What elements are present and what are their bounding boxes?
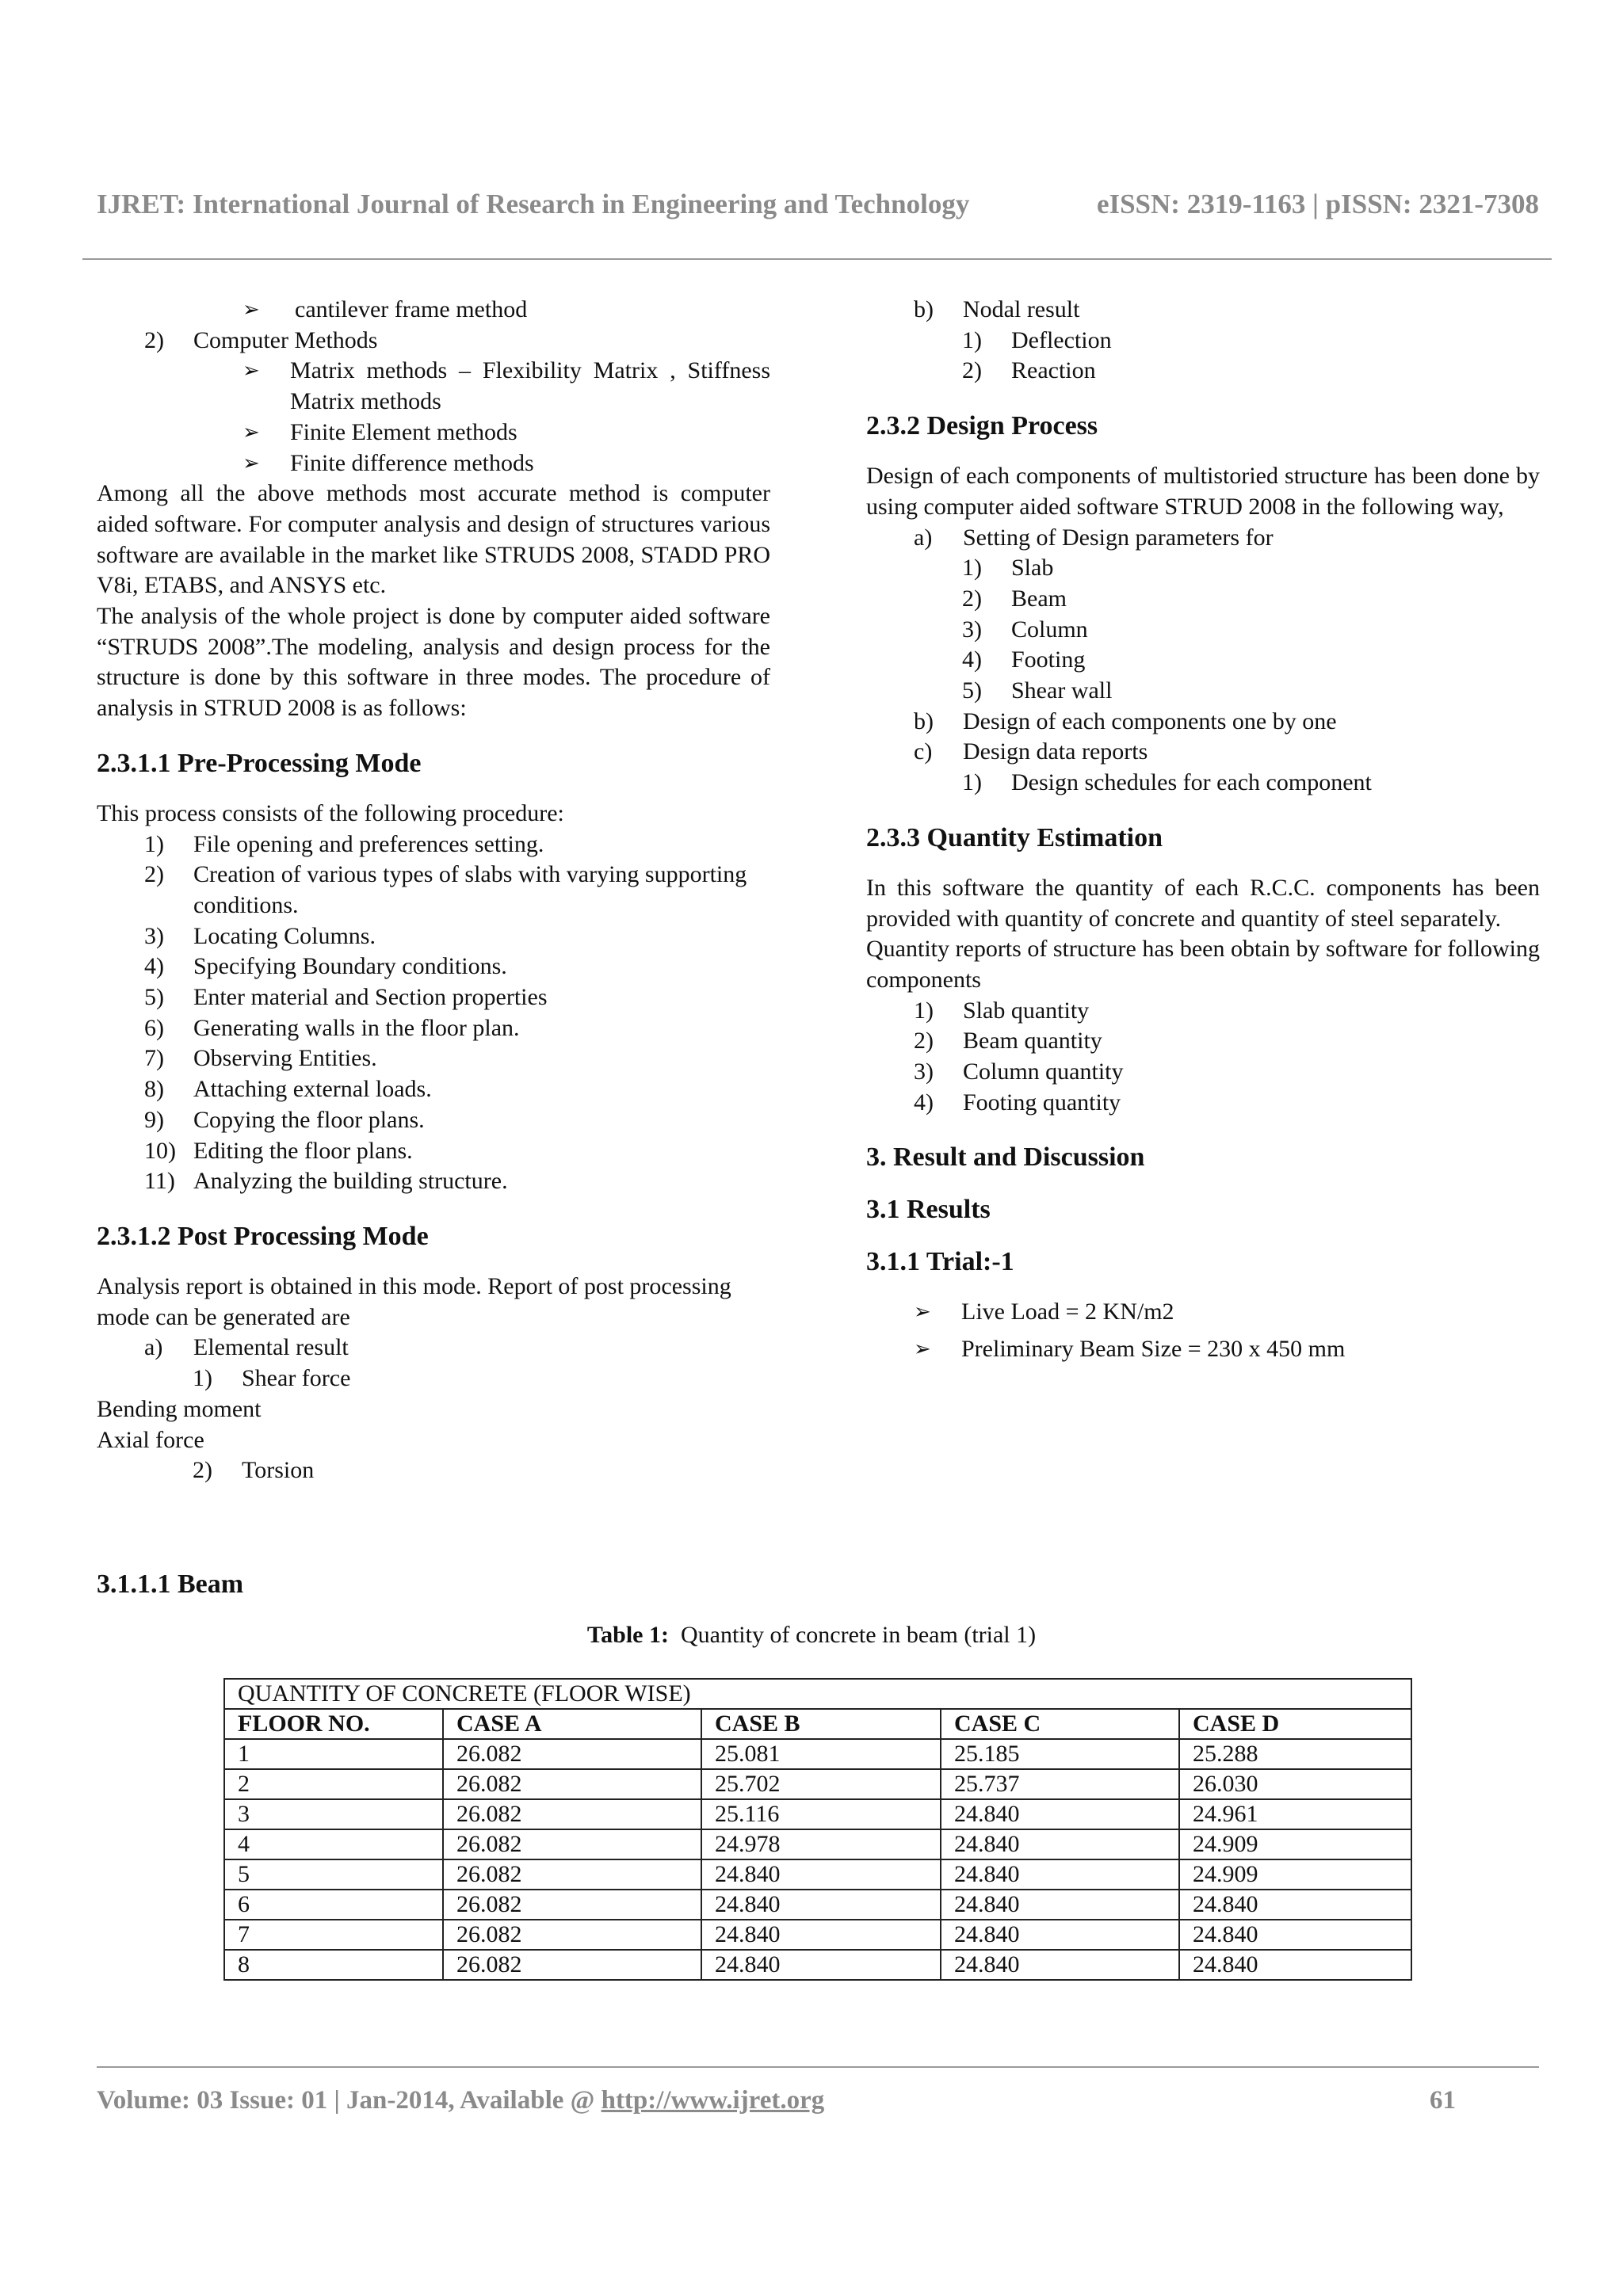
- section-heading: 2.3.1.2 Post Processing Mode: [97, 1221, 429, 1251]
- table-cell: 24.840: [1179, 1890, 1411, 1920]
- list-item: 1) Slab: [962, 555, 1054, 582]
- list-item: a) Elemental result: [144, 1334, 349, 1361]
- table-cell: 24.840: [941, 1799, 1179, 1829]
- table-cell: 26.082: [443, 1890, 701, 1920]
- table-cell: 25.737: [941, 1769, 1179, 1799]
- table-cell: 24.909: [1179, 1829, 1411, 1859]
- arrow-bullet-icon: ➢: [242, 420, 260, 444]
- table-header-cell: CASE D: [1179, 1709, 1411, 1739]
- bullet-item: ➢ Preliminary Beam Size = 230 x 450 mm: [914, 1334, 1540, 1365]
- table-cell: 1: [224, 1739, 443, 1769]
- paragraph: Quantity reports of structure has been obtain by software for following components: [866, 936, 1540, 993]
- bullet-item: ➢ Matrix methods – Flexibility Matrix , Stiffness Matrix methods: [242, 357, 770, 415]
- table-span-header-row: [224, 1679, 1411, 1709]
- table-cell: 24.840: [701, 1950, 941, 1980]
- table-cell: 24.840: [941, 1920, 1179, 1950]
- table-cell: 26.082: [443, 1859, 701, 1890]
- list-item: 3) Locating Columns.: [144, 922, 376, 949]
- table-caption: Table 1: Quantity of concrete in beam (trial 1): [586, 1622, 1037, 1648]
- arrow-bullet-icon: ➢: [242, 359, 260, 383]
- table-cell: 24.978: [701, 1829, 941, 1859]
- table-cell: 24.840: [1179, 1920, 1411, 1950]
- quantity-list: [866, 996, 1540, 1119]
- table-cell: 3: [224, 1799, 443, 1829]
- list-item: 2) Torsion: [193, 1457, 315, 1484]
- table-cell: 25.288: [1179, 1739, 1411, 1769]
- section-heading: 3. Result and Discussion: [866, 1142, 1145, 1173]
- paragraph: Analysis report is obtained in this mode. Report of post processing mode can be generated are: [97, 1272, 731, 1330]
- table-cell: 24.840: [701, 1859, 941, 1890]
- list-item: 1) Design schedules for each component: [962, 769, 1372, 796]
- section-heading: 3.1.1.1 Beam: [97, 1569, 244, 1599]
- list-item: 1) File opening and preferences setting.: [144, 830, 544, 857]
- table-cell: 24.840: [941, 1890, 1179, 1920]
- table-cell: 25.081: [701, 1739, 941, 1769]
- table-cell: 24.840: [941, 1950, 1179, 1980]
- table-cell: 26.082: [443, 1799, 701, 1829]
- table-row: [224, 1920, 1411, 1950]
- table-cell: 24.840: [1179, 1950, 1411, 1980]
- concrete-quantity-table: [223, 1678, 1412, 1981]
- section-heading: 3.1 Results: [866, 1195, 991, 1225]
- table-row: [224, 1799, 1411, 1829]
- list-item: 2) Creation of various types of slabs with varying supporting conditions.: [144, 861, 747, 918]
- journal-title: IJRET: International Journal of Research in Engineering and Technology: [97, 189, 970, 219]
- design-params-list: [866, 553, 1540, 707]
- table-cell: 24.961: [1179, 1799, 1411, 1829]
- table-row: [224, 1950, 1411, 1980]
- table-cell: 24.840: [941, 1859, 1179, 1890]
- bullet-item: ➢ Finite difference methods: [242, 448, 770, 479]
- list-item: c) Design data reports: [914, 738, 1148, 765]
- list-item: 10) Editing the floor plans.: [144, 1137, 413, 1164]
- table-header-row: [224, 1709, 1411, 1739]
- list-item: 4) Specifying Boundary conditions.: [144, 953, 507, 980]
- table-cell: 24.840: [701, 1920, 941, 1950]
- table-cell: 5: [224, 1859, 443, 1890]
- list-item: 8) Attaching external loads.: [144, 1076, 432, 1103]
- paragraph: This process consists of the following procedure:: [97, 799, 564, 826]
- page-footer: [97, 2086, 1456, 2115]
- nodal-list: [866, 326, 1540, 387]
- page-number: 61: [1430, 2086, 1456, 2115]
- paragraph: Among all the above methods most accurate method is computer aided software. For computer analysis and design of structures various software are available in the market like STRUDS 2008, STADD PRO V8i, ETABS, and ANSYS etc.: [97, 480, 770, 599]
- table-cell: 7: [224, 1920, 443, 1950]
- list-item: 3) Column quantity: [914, 1058, 1124, 1085]
- list-item: a) Setting of Design parameters for: [914, 524, 1274, 551]
- left-column: [97, 295, 770, 1486]
- table-row: [224, 1769, 1411, 1799]
- list-item: 3) Column: [962, 616, 1088, 643]
- bullet-item: ➢ Live Load = 2 KN/m2: [914, 1297, 1540, 1328]
- table-row: [224, 1890, 1411, 1920]
- table-cell: 25.185: [941, 1739, 1179, 1769]
- list-item: 2) Computer Methods: [144, 326, 378, 353]
- text-line: Bending moment: [97, 1395, 262, 1422]
- right-column: [866, 295, 1540, 1365]
- arrow-bullet-icon: ➢: [242, 451, 260, 475]
- list-item: 5) Shear wall: [962, 677, 1113, 704]
- table-row: [224, 1739, 1411, 1769]
- table-header-cell: CASE C: [941, 1709, 1179, 1739]
- section-heading: 2.3.1.1 Pre-Processing Mode: [97, 748, 422, 778]
- paragraph: The analysis of the whole project is done by computer aided software “STRUDS 2008”.The modeling, analysis and design process for the structure is done by this software in three modes. The procedure of analysis in STRUD 2008 is as follows:: [97, 603, 770, 722]
- list-item: 5) Enter material and Section properties: [144, 984, 548, 1011]
- table-cell: 25.116: [701, 1799, 941, 1829]
- paragraph: Design of each components of multistoried structure has been done by using computer aided software STRUD 2008 in the following way,: [866, 463, 1540, 520]
- journal-link[interactable]: http://www.ijret.org: [601, 2086, 825, 2115]
- list-item: 4) Footing: [962, 646, 1086, 673]
- table-header-cell: FLOOR NO.: [224, 1709, 443, 1739]
- table-header-cell: CASE A: [443, 1709, 701, 1739]
- arrow-bullet-icon: ➢: [914, 1337, 931, 1362]
- list-item: 1) Shear force: [193, 1365, 351, 1392]
- section-heading: 2.3.2 Design Process: [866, 411, 1098, 441]
- list-item: 6) Generating walls in the floor plan.: [144, 1014, 520, 1041]
- table-cell: 26.082: [443, 1829, 701, 1859]
- issn-info: eISSN: 2319-1163 | pISSN: 2321-7308: [1096, 189, 1539, 219]
- table-header-cell: CASE B: [701, 1709, 941, 1739]
- pre-processing-list: [97, 830, 770, 1197]
- table-span-header: QUANTITY OF CONCRETE (FLOOR WISE): [224, 1679, 1411, 1709]
- bullet-item: ➢ cantilever frame method: [242, 295, 770, 326]
- list-item: 1) Slab quantity: [914, 997, 1090, 1024]
- table-cell: 8: [224, 1950, 443, 1980]
- text-line: Axial force: [97, 1426, 204, 1453]
- list-item: 11) Analyzing the building structure.: [144, 1168, 508, 1195]
- list-item: b) Design of each components one by one: [914, 707, 1337, 734]
- section-heading: 2.3.3 Quantity Estimation: [866, 822, 1163, 852]
- bullet-item: ➢ Finite Element methods: [242, 418, 770, 448]
- arrow-bullet-icon: ➢: [914, 1300, 931, 1325]
- table-cell: 24.840: [701, 1890, 941, 1920]
- table-cell: 24.909: [1179, 1859, 1411, 1890]
- table-cell: 6: [224, 1890, 443, 1920]
- table-cell: 2: [224, 1769, 443, 1799]
- section-heading: 3.1.1 Trial:-1: [866, 1247, 1014, 1277]
- list-item: 4) Footing quantity: [914, 1089, 1121, 1116]
- table-cell: 26.082: [443, 1920, 701, 1950]
- arrow-bullet-icon: ➢: [242, 298, 260, 322]
- list-item: 7) Observing Entities.: [144, 1045, 377, 1072]
- footer-rule: [97, 2066, 1539, 2068]
- list-item: 2) Reaction: [962, 357, 1096, 384]
- table-row: [224, 1859, 1411, 1890]
- table-cell: 26.082: [443, 1769, 701, 1799]
- list-item: 2) Beam: [962, 585, 1067, 612]
- list-item: 1) Deflection: [962, 326, 1112, 353]
- header-rule: [82, 258, 1552, 260]
- footer-text: Volume: 03 Issue: 01 | Jan-2014, Available @: [97, 2086, 601, 2115]
- table-cell: 26.030: [1179, 1769, 1411, 1799]
- table-cell: 26.082: [443, 1950, 701, 1980]
- table-cell: 26.082: [443, 1739, 701, 1769]
- list-item: 2) Beam quantity: [914, 1028, 1102, 1055]
- table-cell: 24.840: [941, 1829, 1179, 1859]
- table-cell: 25.702: [701, 1769, 941, 1799]
- paragraph: In this software the quantity of each R.C.C. components has been provided with quantity of concrete and quantity of steel separately.: [866, 874, 1540, 932]
- table-row: [224, 1829, 1411, 1859]
- list-item: b) Nodal result: [914, 296, 1080, 322]
- table-cell: 4: [224, 1829, 443, 1859]
- list-item: 9) Copying the floor plans.: [144, 1106, 425, 1133]
- page-header: [97, 189, 1539, 220]
